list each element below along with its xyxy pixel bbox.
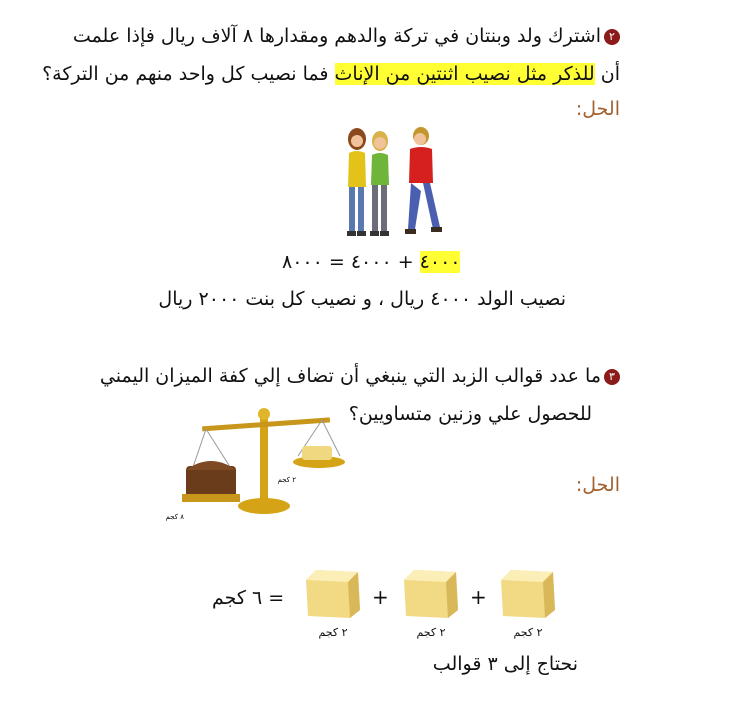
q3-number-badge: ٣ (604, 369, 620, 385)
plus-sign-2: + (470, 585, 487, 609)
q3-solution-label: الحل: (575, 474, 620, 496)
q2-line2-highlight: للذكر مثل نصيب اثنتين من الإناث (334, 63, 595, 85)
q2-line1 (73, 22, 620, 50)
q2-number-badge: ٢ (604, 29, 620, 45)
butter-block-3 (497, 566, 559, 622)
butter-block-2 (400, 566, 462, 622)
q2-equation (282, 251, 460, 273)
balance-scale-illustration (165, 402, 355, 524)
q3-result: = ٦ كجم (212, 587, 285, 609)
butter-block-2-label: ٢ كجم (416, 626, 446, 639)
butter-block-1 (302, 566, 364, 622)
q2-line1-text: اشترك ولد وبنتان في تركة والدهم ومقدارها ٨ آلاف ريال فإذا علمت (72, 25, 601, 47)
butter-block-3-label: ٢ كجم (513, 626, 543, 639)
q3-line2: للحصول علي وزنين متساويين؟ (348, 403, 592, 425)
q3-line1-text: ما عدد قوالب الزبد التي ينبغي أن تضاف إلي كفة الميزان اليمني (99, 365, 601, 387)
people-illustration (335, 125, 445, 240)
q2-solution-label: الحل: (575, 98, 620, 120)
q2-line2-post: فما نصيب كل واحد منهم من التركة؟ (42, 63, 335, 85)
scale-right-label: ٢ كجم (277, 476, 296, 484)
q2-line2-pre: أن (594, 63, 620, 85)
q2-line2 (42, 60, 620, 88)
q3-line1 (100, 362, 620, 390)
q3-conclusion: نحتاج إلى ٣ قوالب (432, 653, 578, 675)
q2-equation-highlight: ٤٠٠٠ (419, 251, 461, 273)
plus-sign-1: + (372, 585, 389, 609)
scale-left-label: ٨ كجم (165, 513, 184, 521)
q2-answer: نصيب الولد ٤٠٠٠ ريال ، و نصيب كل بنت ٢٠٠٠ ريال (158, 288, 566, 310)
q2-equation-rest: + ٤٠٠٠ = ٨٠٠٠ (282, 251, 420, 273)
butter-block-1-label: ٢ كجم (318, 626, 348, 639)
